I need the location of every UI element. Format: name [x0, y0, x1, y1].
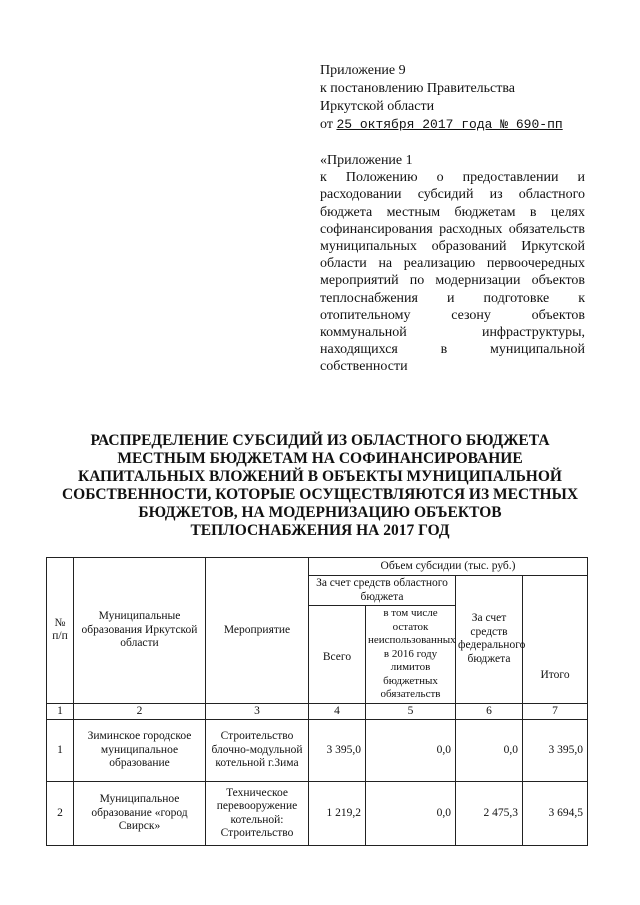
- appendix-date-value: 25 октября 2017 года № 690-пп: [336, 117, 563, 132]
- col-num-2: 2: [74, 703, 206, 720]
- row-municipality: Муниципальное образование «город Свирск»: [74, 782, 206, 846]
- appendix-date-row: [320, 116, 585, 134]
- row-municipality: Зиминское городское муниципальное образование: [74, 720, 206, 782]
- header-municipality: Муниципальные образования Иркутской области: [74, 558, 206, 704]
- row-federal: 0,0: [456, 720, 523, 782]
- appendix-date-prefix: от: [320, 117, 333, 132]
- header-event: Мероприятие: [206, 558, 309, 704]
- row-unused: 0,0: [366, 720, 456, 782]
- sub-appendix-line-1: «Приложение 1: [320, 153, 413, 168]
- col-num-6: 6: [456, 703, 523, 720]
- header-total-regional: Всего: [309, 606, 366, 704]
- row-unused: 0,0: [366, 782, 456, 846]
- row-total: 1 219,2: [309, 782, 366, 846]
- col-num-5: 5: [366, 703, 456, 720]
- row-event: Строительство блочно-модульной котельной г.Зима: [206, 720, 309, 782]
- appendix-line-3: Иркутской области: [320, 99, 435, 114]
- header-unused-limits: в том числе остаток неиспользованных в 2016 году лимитов бюджетных обязательств: [366, 606, 456, 704]
- header-volume: Объем субсидии (тыс. руб.): [309, 558, 588, 576]
- appendix-line-1: Приложение 9: [320, 63, 406, 78]
- table-row: [47, 782, 588, 846]
- row-num: 1: [47, 720, 74, 782]
- header-regional: За счет средств областного бюджета: [309, 576, 456, 606]
- header-federal: За счет средств федерального бюджета: [456, 576, 523, 704]
- appendix-header: [320, 62, 585, 134]
- row-itogo: 3 395,0: [523, 720, 588, 782]
- row-federal: 2 475,3: [456, 782, 523, 846]
- col-num-7: 7: [523, 703, 588, 720]
- row-event: Техническое перевооружение котельной: Строительство: [206, 782, 309, 846]
- subsidy-table: [46, 557, 588, 846]
- sub-appendix-text: к Положению о предоставлении и расходовании субсидий из областного бюджета местным бюджетам в целях софинансирования расходных обязательств муниципальных образований Иркутской области на реализацию первоочередных мероприятий по модернизации объектов теплоснабжения и подготовке к отопительному сезону объектов коммунальной инфраструктуры, находящихся в муниципальной собственности: [320, 170, 585, 375]
- row-total: 3 395,0: [309, 720, 366, 782]
- col-num-1: 1: [47, 703, 74, 720]
- row-num: 2: [47, 782, 74, 846]
- col-num-3: 3: [206, 703, 309, 720]
- sub-appendix-block: [320, 152, 585, 376]
- col-num-4: 4: [309, 703, 366, 720]
- row-itogo: 3 694,5: [523, 782, 588, 846]
- header-num: № п/п: [47, 558, 74, 704]
- header-itogo: Итого: [523, 576, 588, 704]
- document-title: РАСПРЕДЕЛЕНИЕ СУБСИДИЙ ИЗ ОБЛАСТНОГО БЮДЖЕТА МЕСТНЫМ БЮДЖЕТАМ НА СОФИНАНСИРОВАНИЕ КАПИТАЛЬНЫХ ВЛОЖЕНИЙ В ОБЪЕКТЫ МУНИЦИПАЛЬНОЙ СОБСТВЕННОСТИ, КОТОРЫЕ ОСУЩЕСТВЛЯЮТСЯ ИЗ МЕСТНЫХ БЮДЖЕТОВ, НА МОДЕРНИЗАЦИЮ ОБЪЕКТОВ ТЕПЛОСНАБЖЕНИЯ НА 2017 ГОД: [61, 432, 579, 539]
- table-row: [47, 720, 588, 782]
- appendix-line-2: к постановлению Правительства: [320, 81, 516, 96]
